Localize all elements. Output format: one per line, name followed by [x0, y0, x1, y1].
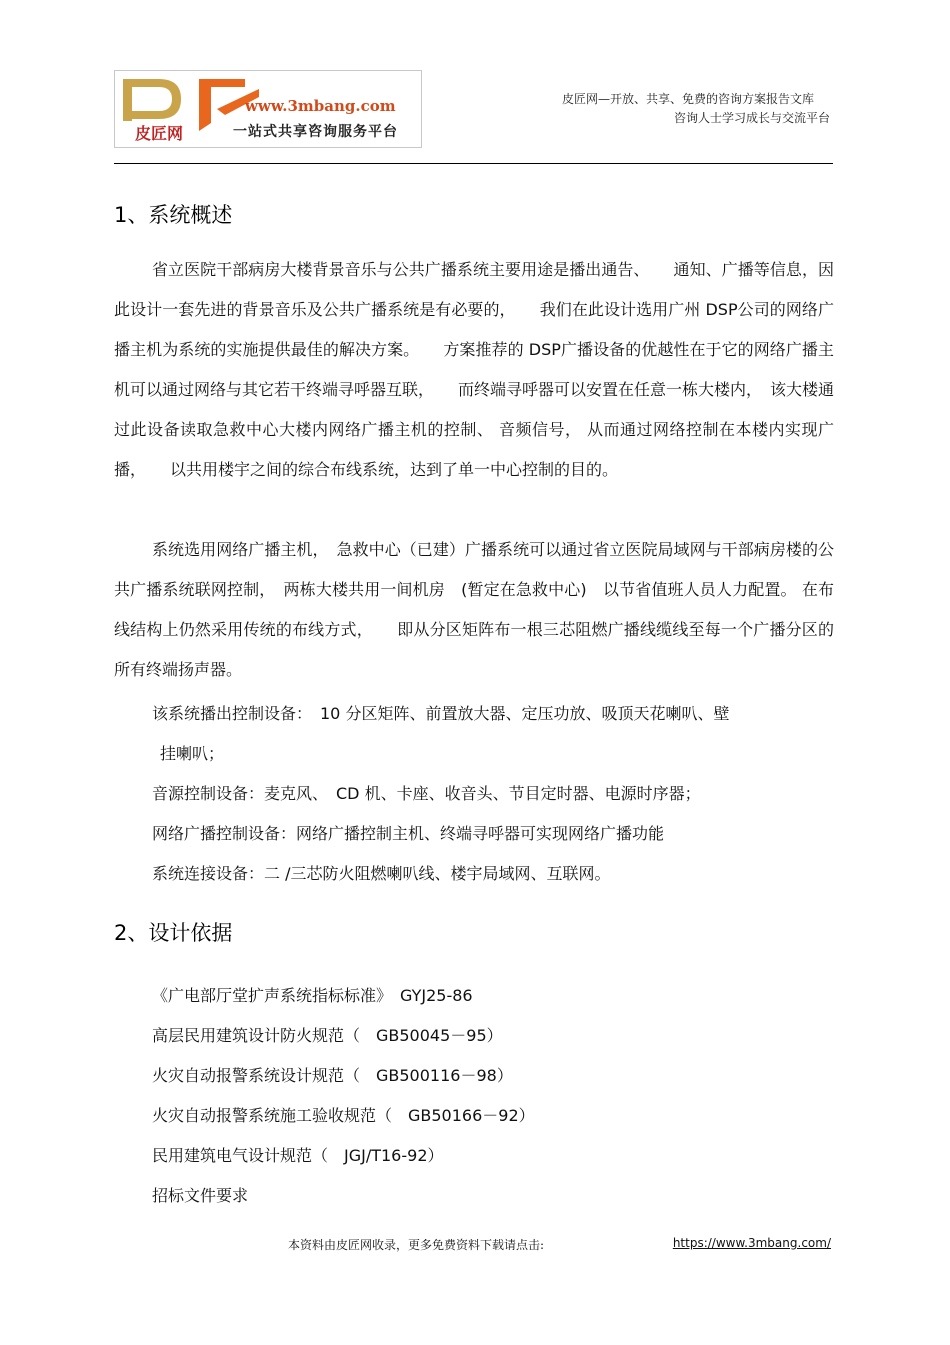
section-1-paragraph-2: 系统选用网络广播主机， 急救中心（已建）广播系统可以通过省立医院局域网与干部病房楼的公共广播系统联网控制， 两栋大楼共用一间机房 (暂定在急救中心) 以节省值班人员人力配置。 在布线结构上仍然采用传统的布线方式， 即从分区矩阵布一根三芯阻燃广播线缆线至每一个广播分区的所有终端扬声器。 — [114, 540, 834, 679]
footer-text: 本资料由皮匠网收录，更多免费资料下载请点击: — [288, 1238, 545, 1252]
footer-link[interactable]: https://www.3mbang.com/ — [672, 1236, 831, 1250]
equipment-item-audio-source: 音源控制设备：麦克风、 CD 机、卡座、收音头、节目定时器、电源时序器； — [152, 784, 701, 803]
reference-item: 民用建筑电气设计规范（ JGJ/T16-92） — [152, 1146, 444, 1165]
equipment-item-broadcast-cont: 挂喇叭； — [160, 744, 225, 763]
equipment-item-connection: 系统连接设备：二 /三芯防火阻燃喇叭线、楼宇局域网、互联网。 — [152, 864, 611, 883]
logo-url: www.3mbang.com — [245, 97, 396, 115]
section-1-heading: 1、系统概述 — [114, 203, 233, 227]
logo-slogan: 一站式共享咨询服务平台 — [233, 124, 398, 140]
equipment-item-broadcast: 该系统播出控制设备： 10 分区矩阵、前置放大器、定压功放、吸顶天花喇叭、壁 — [152, 704, 730, 723]
tagline-line-2: 咨询人士学习成长与交流平台 — [673, 111, 830, 125]
logo-brand-name: 皮匠网 — [135, 124, 184, 143]
site-logo[interactable] — [114, 70, 422, 148]
equipment-item-network: 网络广播控制设备：网络广播控制主机、终端寻呼器可实现网络广播功能 — [152, 824, 665, 843]
reference-item: 火灾自动报警系统施工验收规范（ GB50166－92） — [152, 1106, 535, 1125]
reference-item: 火灾自动报警系统设计规范（ GB500116－98） — [152, 1066, 513, 1085]
section-2-heading: 2、设计依据 — [114, 921, 233, 945]
section-1-paragraph-1: 省立医院干部病房大楼背景音乐与公共广播系统主要用途是播出通告、 通知、广播等信息，因此设计一套先进的背景音乐及公共广播系统是有必要的， 我们在此设计选用广州 DSP公司的网络广播主机为系统的实施提供最佳的解决方案。 方案推荐的 DSP广播设备的优越性在于它的网络广播主机可以通过网络与其它若干终端寻呼器互联， 而终端寻呼器可以安置在任意一栋大楼内， 该大楼通过此设备读取急救中心大楼内网络广播主机的控制、 音频信号， 从而通过网络控制在本楼内实现广播， 以共用楼宇之间的综合布线系统，达到了单一中心控制的目的。 — [114, 260, 835, 479]
header-tagline — [561, 90, 830, 128]
reference-item: 招标文件要求 — [152, 1186, 249, 1205]
reference-item: 高层民用建筑设计防火规范（ GB50045－95） — [152, 1026, 503, 1045]
reference-item: 《广电部厅堂扩声系统指标标准》 GYJ25-86 — [152, 986, 473, 1005]
header-divider — [114, 163, 833, 164]
tagline-line-1: 皮匠网—开放、共享、免费的咨询方案报告文库 — [561, 92, 814, 106]
